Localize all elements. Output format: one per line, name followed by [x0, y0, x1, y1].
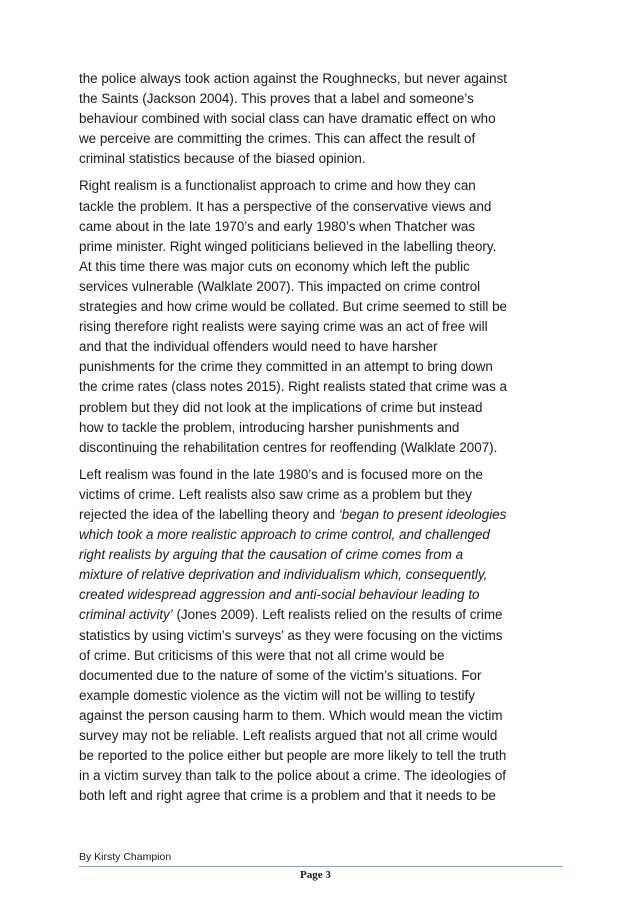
text-line: discontinuing the rehabilitation centres for reoffending (Walklate 2007). [79, 439, 498, 455]
text-line: tackle the problem. It has a perspective of the conservative views and [79, 198, 492, 214]
text-line: criminal statistics because of the biased opinion. [79, 151, 366, 167]
text-line: Right realism is a functionalist approach to crime and how they can [79, 178, 476, 194]
text-line: services vulnerable (Walklate 2007). This impacted on crime control [79, 278, 481, 294]
paragraph-left-realism [79, 465, 561, 807]
paragraph-labelling-conclusion [79, 69, 561, 169]
text-line: statistics by using victim’s surveys’ as they were focusing on the victims [79, 627, 503, 643]
text-line: against the person causing harm to them. Which would mean the victim [79, 707, 503, 723]
quote-line: right realists by arguing that the causation of crime comes from a [79, 547, 464, 563]
text-line: we perceive are committing the crimes. This can affect the result of [79, 131, 476, 147]
text-line: victims of crime. Left realists also saw crime as a problem but they [79, 486, 472, 502]
text-line: how to tackle the problem, introducing harsher punishments and [79, 419, 460, 435]
plain-text: (Jones 2009). Left realists relied on the results of crime [172, 607, 503, 623]
text-line: be reported to the police either but people are more likely to tell the truth [79, 748, 507, 764]
quote-line: mixture of relative deprivation and individualism which, consequently, [79, 567, 488, 583]
text-line: the crime rates (class notes 2015). Right realists stated that crime was a [79, 379, 507, 395]
text-line: strategies and how crime would be collated. But crime seemed to still be [79, 299, 507, 315]
quote-line: which took a more realistic approach to crime control, and challenged [79, 527, 490, 543]
footer-divider [79, 866, 563, 867]
text-line: prime minister. Right winged politicians believed in the labelling theory. [79, 238, 497, 254]
text-line: came about in the late 1970’s and early 1980’s when Thatcher was [79, 218, 476, 234]
text-line: problem but they did not look at the implications of crime but instead [79, 399, 483, 415]
text-line: in a victim survey than talk to the police about a crime. The ideologies of [79, 768, 506, 784]
plain-text: rejected the idea of the labelling theory and [79, 506, 339, 522]
text-line: punishments for the crime they committed in an attempt to bring down [79, 359, 493, 375]
text-line: example domestic violence as the victim will not be willing to testify [79, 687, 475, 703]
text-line-mixed [79, 605, 561, 625]
text-line: and that the individual offenders would need to have harsher [79, 339, 438, 355]
page-number: Page 3 [300, 869, 331, 881]
text-line: Left realism was found in the late 1980’s and is focused more on the [79, 466, 483, 482]
text-line: survey may not be reliable. Left realists argued that not all crime would [79, 728, 498, 743]
text-line-mixed [79, 505, 561, 525]
quote-line: created widespread aggression and anti-social behaviour leading to [79, 587, 480, 603]
text-line: documented due to the nature of some of the victim’s situations. For [79, 667, 482, 683]
text-line: of crime. But criticisms of this were that not all crime would be [79, 647, 445, 663]
text-line: At this time there was major cuts on economy which left the public [79, 258, 470, 274]
text-line: behaviour combined with social class can have dramatic effect on who [79, 111, 496, 127]
quote-text: criminal activity’ [79, 607, 173, 623]
quote-text: ‘began to present ideologies [338, 506, 507, 522]
text-line: the Saints (Jackson 2004). This proves that a label and someone’s [79, 91, 474, 107]
text-line: the police always took action against the Roughnecks, but never against [79, 71, 508, 86]
text-line: rising therefore right realists were saying crime was an act of free will [79, 319, 488, 335]
paragraph-right-realism [79, 176, 561, 457]
text-line: both left and right agree that crime is a problem and that it needs to be [79, 788, 496, 804]
footer-author: By Kirsty Champion [79, 851, 172, 863]
body-text [79, 69, 561, 813]
